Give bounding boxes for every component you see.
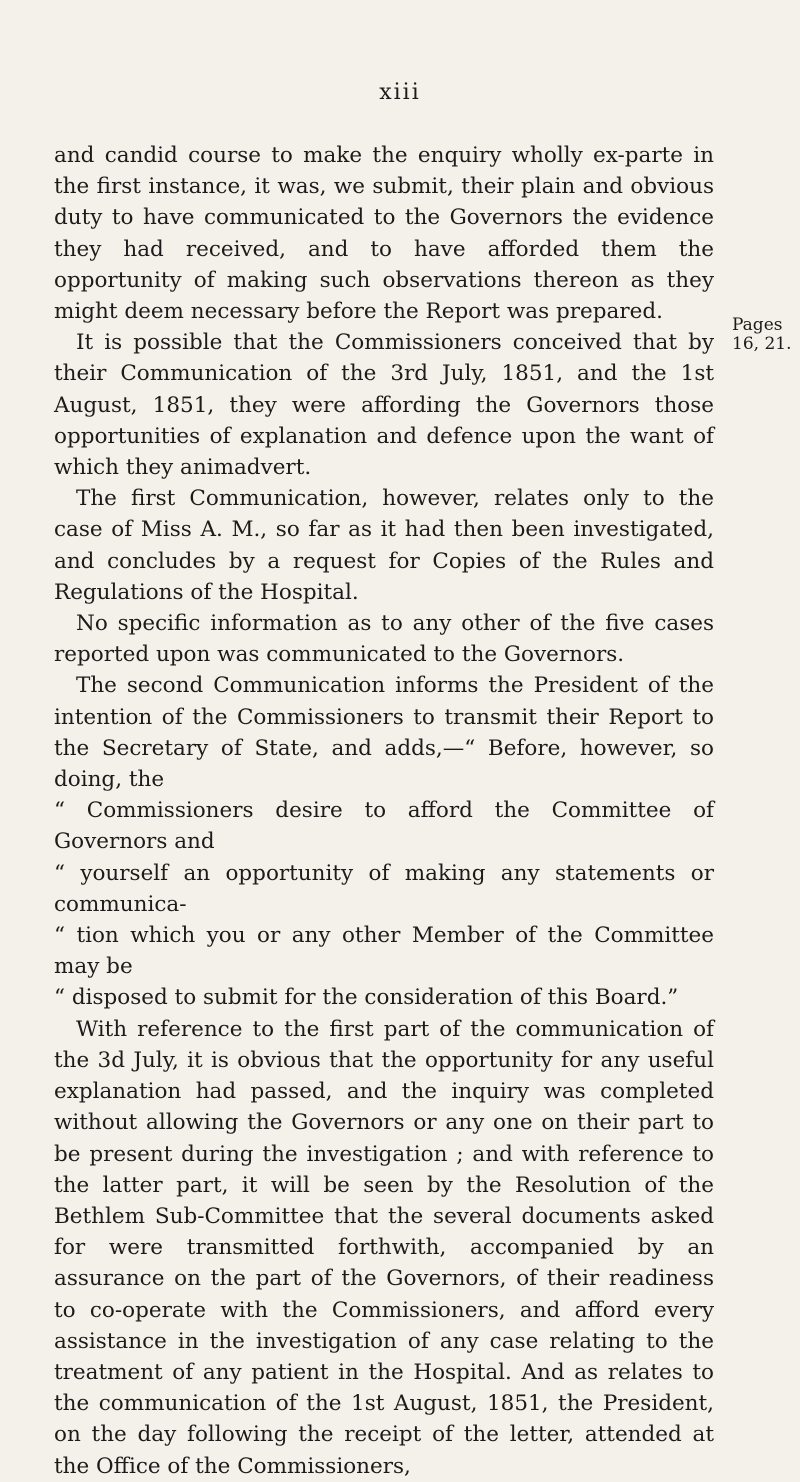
quotation-line: “ disposed to submit for the consideration of this Board.” [54,985,679,1011]
quotation-line: “ yourself an opportunity of making any statements or communica- [54,860,714,917]
paragraph: It is possible that the Commissioners conceived that by their Communication of the 3rd July, 1851, and the 1st August, 1851, they were affording the Governors those opportunities of explanation and defence upon the want of which they animadvert. [54,330,714,481]
quotation-block [54,795,714,1013]
paragraph: and candid course to make the enquiry wholly ex-parte in the first instance, it was, we submit, their plain and obvious duty to have communicated to the Governors the evidence they had received, and to have afforded them the opportunity of making such observations thereon as they might deem necessary before the Report was prepared. [54,143,714,325]
paragraph: The first Communication, however, relates only to the case of Miss A. M., so far as it had then been investigated, and concludes by a request for Copies of the Rules and Regulations of the Hospital. [54,486,714,605]
quotation-line: “ Commissioners desire to afford the Committee of Governors and [54,798,714,855]
paragraph: With reference to the first part of the communication of the 3d July, it is obvious that the opportunity for any useful explanation had passed, and the inquiry was completed without allowing the Governors or any one on their part to be present during the investigation ; and with reference to the latter part, it will be seen by the Resolution of the Bethlem Sub-Committee that the several documents asked for were transmitted forthwith, accompanied by an assurance on the part of the Governors, of their readiness to co-operate with the Commissioners, and afford every assistance in the investigation of any case relating to the treatment of any patient in the Hospital. And as relates to the communication of the 1st August, 1851, the President, on the day following the receipt of the letter, attended at the Office of the Commissioners, [54,1016,714,1479]
margin-note: Pages 16, 21. [732,315,792,354]
paragraph: The second Communication informs the President of the intention of the Commissioners to transmit their Report to the Secretary of State, and adds,—“ Before, however, so doing, the [54,673,714,793]
page-number: xiii [379,80,421,105]
body-text [54,140,714,1482]
quotation-line: “ tion which you or any other Member of the Committee may be [54,923,714,980]
paragraph: No specific information as to any other of the five cases reported upon was communicated to the Governors. [54,611,714,668]
